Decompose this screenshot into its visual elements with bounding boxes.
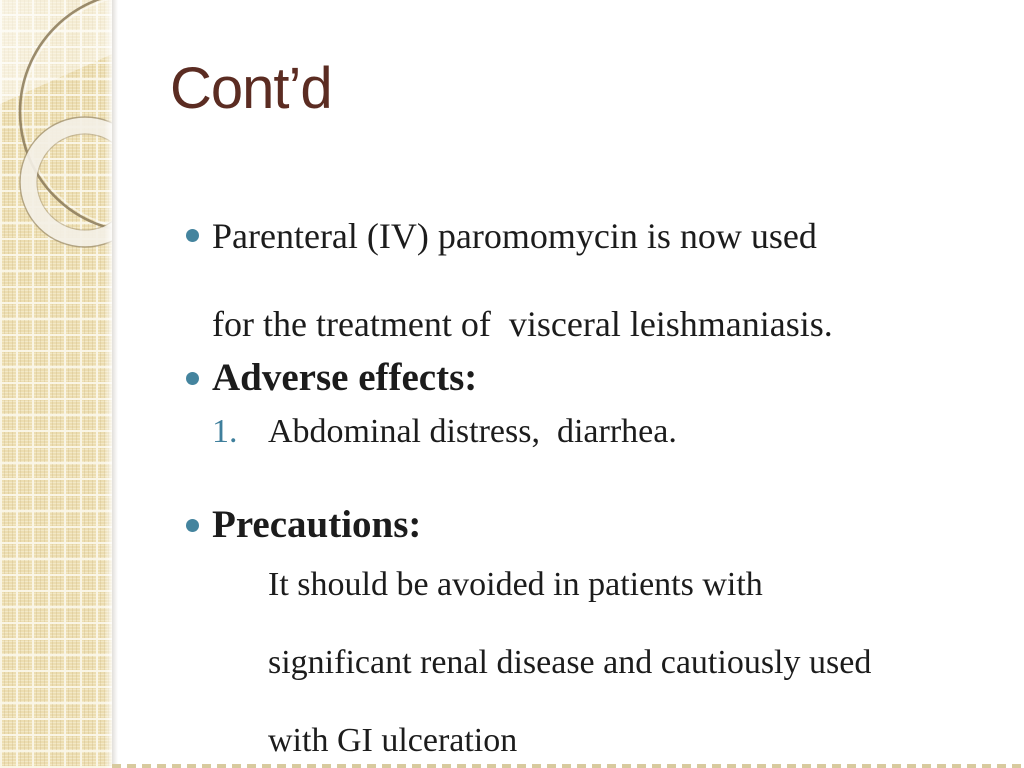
sidebar-circles-graphic xyxy=(0,0,112,768)
note-line-3: with GI ulceration xyxy=(268,722,518,759)
sidebar-edge-highlight xyxy=(104,0,112,768)
precautions-note xyxy=(268,565,871,760)
note-line-1: It should be avoided in patients with xyxy=(268,566,763,603)
bullet-marker-icon xyxy=(186,519,199,532)
bullet-marker-icon xyxy=(186,372,199,385)
bullet-marker-icon xyxy=(186,229,199,242)
bullet-text xyxy=(212,214,833,346)
bullet-heading-text: Precautions: xyxy=(212,503,422,546)
bullet-item-precautions xyxy=(186,503,421,547)
bullet-item-paromomycin xyxy=(186,214,833,346)
bullet-line-1: Parenteral (IV) paromomycin is now used xyxy=(212,216,817,256)
bottom-dashed-border xyxy=(112,764,1024,768)
list-number: 1. xyxy=(212,413,238,450)
numbered-list-item xyxy=(212,412,677,452)
content-edge-shadow xyxy=(112,0,118,768)
numbered-item-text: Abdominal distress, diarrhea. xyxy=(268,413,677,450)
bullet-heading-text: Adverse effects: xyxy=(212,356,478,399)
sidebar-decoration xyxy=(0,0,112,768)
note-line-2: significant renal disease and cautiously used xyxy=(268,644,872,681)
bullet-item-adverse-effects xyxy=(186,356,477,400)
bullet-line-2: for the treatment of visceral leishmaniasis. xyxy=(212,304,833,344)
slide-title: Cont’d xyxy=(170,56,332,121)
